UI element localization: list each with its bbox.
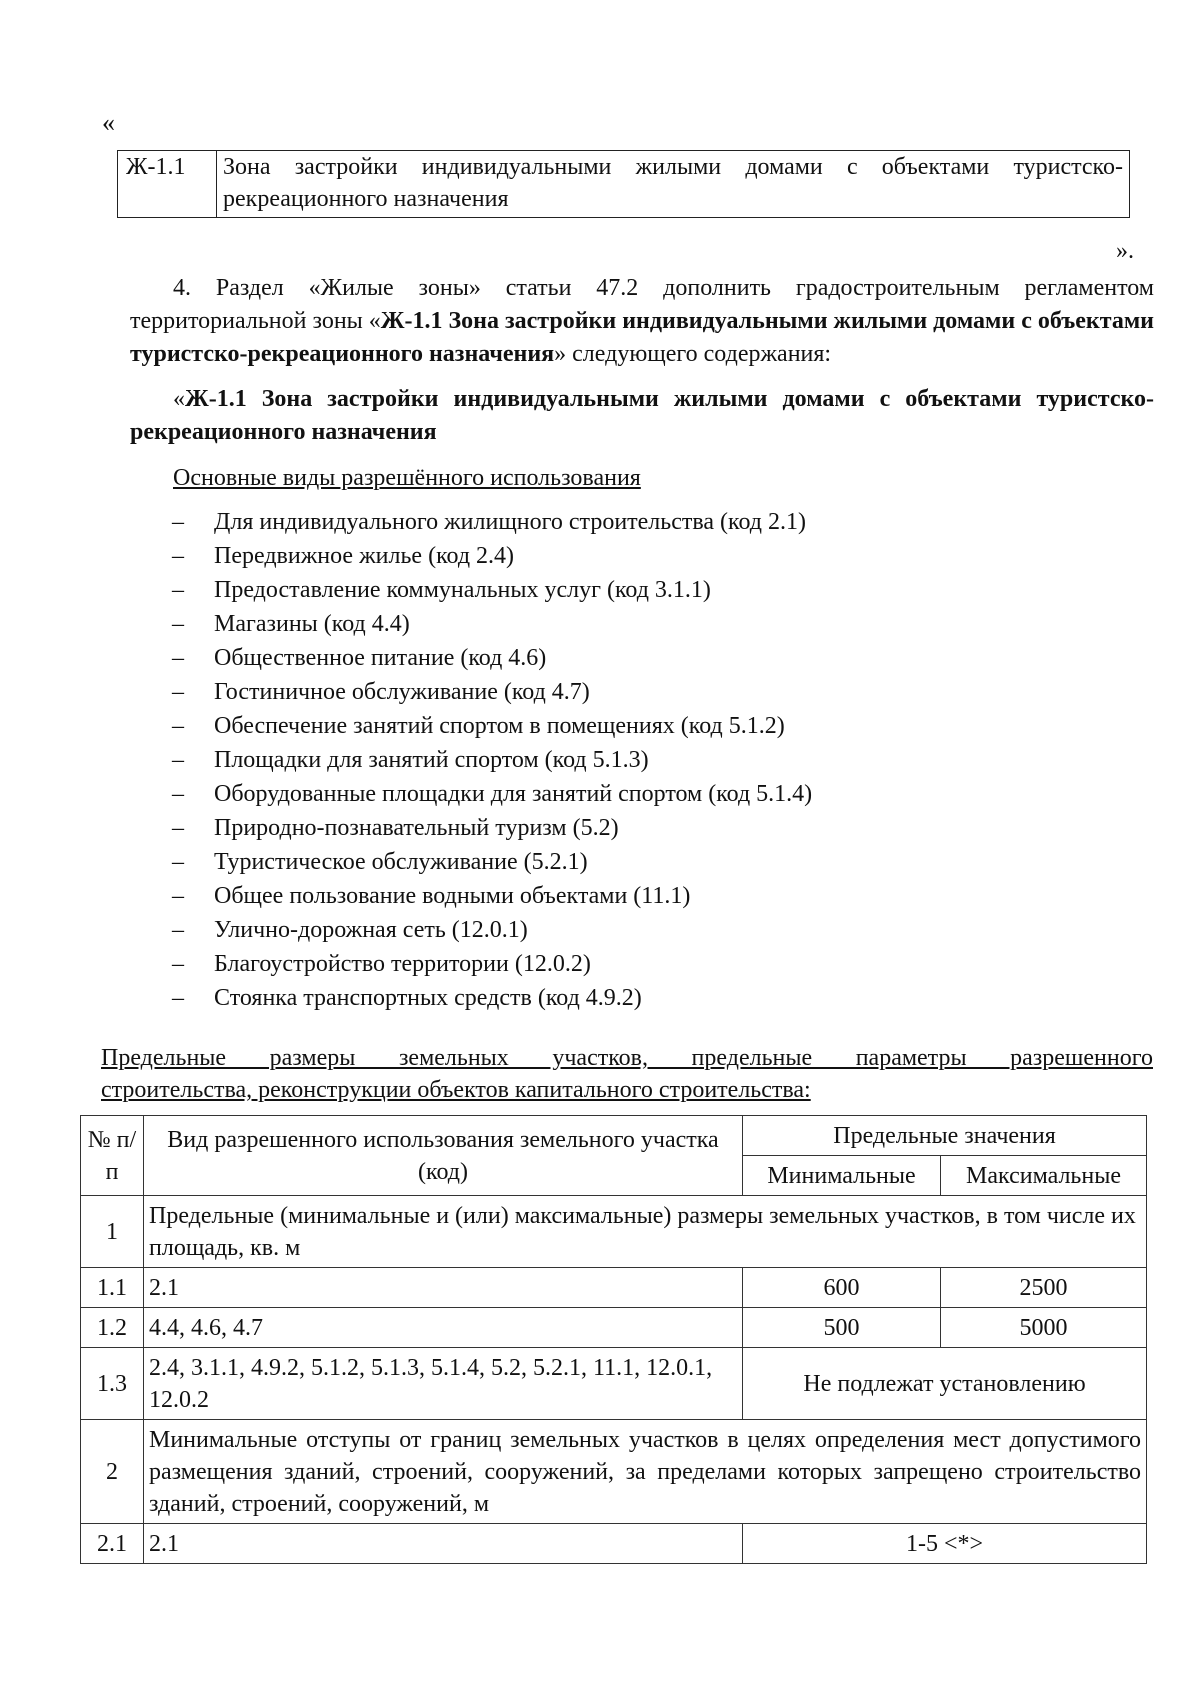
regulation-heading-quote: « bbox=[173, 386, 185, 412]
dash-marker: – bbox=[172, 679, 184, 705]
zone-table bbox=[117, 150, 1130, 218]
dash-marker: – bbox=[172, 645, 184, 671]
row-max: 2500 bbox=[941, 1268, 1147, 1308]
list-item-text: Передвижное жилье (код 2.4) bbox=[214, 543, 515, 569]
row-max: 5000 bbox=[941, 1308, 1147, 1348]
main-uses-list bbox=[172, 505, 812, 1015]
list-item bbox=[172, 573, 812, 607]
list-item-text: Природно-познавательный туризм (5.2) bbox=[214, 815, 619, 841]
list-item bbox=[172, 709, 812, 743]
list-item-text: Общее пользование водными объектами (11.1) bbox=[214, 883, 691, 909]
dash-marker: – bbox=[172, 509, 184, 535]
list-item bbox=[172, 743, 812, 777]
paragraph-4 bbox=[130, 272, 1154, 371]
dash-marker: – bbox=[172, 543, 184, 569]
list-item-text: Улично-дорожная сеть (12.0.1) bbox=[214, 917, 528, 943]
list-item bbox=[172, 641, 812, 675]
list-item bbox=[172, 539, 812, 573]
list-item-text: Гостиничное обслуживание (код 4.7) bbox=[214, 679, 590, 705]
list-item-text: Для индивидуального жилищного строительства (код 2.1) bbox=[214, 509, 806, 535]
row-number: 2.1 bbox=[81, 1524, 144, 1564]
row-codes: 2.1 bbox=[144, 1524, 743, 1564]
list-item bbox=[172, 845, 812, 879]
row-number: 1.3 bbox=[81, 1348, 144, 1420]
dash-marker: – bbox=[172, 951, 184, 977]
dash-marker: – bbox=[172, 815, 184, 841]
list-item-text: Обеспечение занятий спортом в помещениях (код 5.1.2) bbox=[214, 713, 785, 739]
limits-heading-line1: Предельные размеры земельных участков, предельные параметры разрешенного bbox=[101, 1045, 1153, 1071]
list-item-text: Предоставление коммунальных услуг (код 3.1.1) bbox=[214, 577, 711, 603]
zone-row bbox=[118, 151, 1130, 218]
list-item-text: Оборудованные площадки для занятий спортом (код 5.1.4) bbox=[214, 781, 813, 807]
list-item bbox=[172, 913, 812, 947]
paragraph-4-zone-name: Ж-1.1 Зона застройки индивидуальными жилыми домами с объектами туристско-рекреационного назначения bbox=[130, 308, 1154, 367]
section-1-row bbox=[81, 1196, 1147, 1268]
regulation-heading bbox=[130, 383, 1154, 449]
list-item-text: Стоянка транспортных средств (код 4.9.2) bbox=[214, 985, 642, 1011]
row-number: 1.1 bbox=[81, 1268, 144, 1308]
list-item bbox=[172, 811, 812, 845]
zone-name: Зона застройки индивидуальными жилыми домами с объектами туристско-рекреационного назначения bbox=[217, 151, 1130, 218]
limits-heading-line2: строительства, реконструкции объектов капитального строительства: bbox=[101, 1077, 811, 1103]
table-row bbox=[81, 1268, 1147, 1308]
table-row bbox=[81, 1348, 1147, 1420]
row-min: 500 bbox=[743, 1308, 941, 1348]
opening-quote: « bbox=[102, 108, 115, 137]
row-codes: 2.1 bbox=[144, 1268, 743, 1308]
dash-marker: – bbox=[172, 611, 184, 637]
list-item-text: Площадки для занятий спортом (код 5.1.3) bbox=[214, 747, 649, 773]
section-2-row bbox=[81, 1420, 1147, 1524]
table-header-row bbox=[81, 1116, 1147, 1156]
section-2-number: 2 bbox=[81, 1420, 144, 1524]
list-item-text: Общественное питание (код 4.6) bbox=[214, 645, 547, 671]
list-item bbox=[172, 981, 812, 1015]
table-row bbox=[81, 1308, 1147, 1348]
header-number: № п/п bbox=[81, 1116, 144, 1196]
row-codes: 4.4, 4.6, 4.7 bbox=[144, 1308, 743, 1348]
dash-marker: – bbox=[172, 883, 184, 909]
row-value: 1-5 <*> bbox=[743, 1524, 1147, 1564]
header-limit-values: Предельные значения bbox=[743, 1116, 1147, 1156]
list-item bbox=[172, 675, 812, 709]
list-item bbox=[172, 505, 812, 539]
dash-marker: – bbox=[172, 985, 184, 1011]
dash-marker: – bbox=[172, 577, 184, 603]
paragraph-4-suffix: » следующего содержания: bbox=[554, 341, 832, 367]
list-item-text: Благоустройство территории (12.0.2) bbox=[214, 951, 591, 977]
section-1-number: 1 bbox=[81, 1196, 144, 1268]
paragraph-4-text: 4. Раздел «Жилые зоны» статьи 47.2 дополнить градостроительным регламентом территориальной зоны « bbox=[130, 275, 1154, 334]
section-1-text: Предельные (минимальные и (или) максимальные) размеры земельных участков, в том числе их площадь, кв. м bbox=[144, 1196, 1147, 1268]
list-item-text: Туристическое обслуживание (5.2.1) bbox=[214, 849, 588, 875]
closing-quote: ». bbox=[1116, 238, 1134, 264]
row-value: Не подлежат установлению bbox=[743, 1348, 1147, 1420]
header-max: Максимальные bbox=[941, 1156, 1147, 1196]
section-2-text: Минимальные отступы от границ земельных участков в целях определения мест допустимого размещения зданий, строений, сооружений, за пределами которых запрещено строительство зданий, строений, сооружений, м bbox=[144, 1420, 1147, 1524]
dash-marker: – bbox=[172, 747, 184, 773]
table-row bbox=[81, 1524, 1147, 1564]
list-item bbox=[172, 777, 812, 811]
main-uses-heading: Основные виды разрешённого использования bbox=[173, 465, 641, 491]
list-item bbox=[172, 879, 812, 913]
row-min: 600 bbox=[743, 1268, 941, 1308]
row-number: 1.2 bbox=[81, 1308, 144, 1348]
list-item bbox=[172, 607, 812, 641]
header-min: Минимальные bbox=[743, 1156, 941, 1196]
row-codes: 2.4, 3.1.1, 4.9.2, 5.1.2, 5.1.3, 5.1.4, 5.2, 5.2.1, 11.1, 12.0.1, 12.0.2 bbox=[144, 1348, 743, 1420]
regulation-heading-title: Ж-1.1 Зона застройки индивидуальными жилыми домами с объектами туристско-рекреационного назначения bbox=[130, 386, 1154, 445]
dash-marker: – bbox=[172, 917, 184, 943]
parameters-table bbox=[80, 1115, 1147, 1564]
dash-marker: – bbox=[172, 713, 184, 739]
dash-marker: – bbox=[172, 781, 184, 807]
dash-marker: – bbox=[172, 849, 184, 875]
header-use-type: Вид разрешенного использования земельного участка (код) bbox=[144, 1116, 743, 1196]
list-item bbox=[172, 947, 812, 981]
list-item-text: Магазины (код 4.4) bbox=[214, 611, 410, 637]
zone-code: Ж-1.1 bbox=[118, 151, 217, 218]
